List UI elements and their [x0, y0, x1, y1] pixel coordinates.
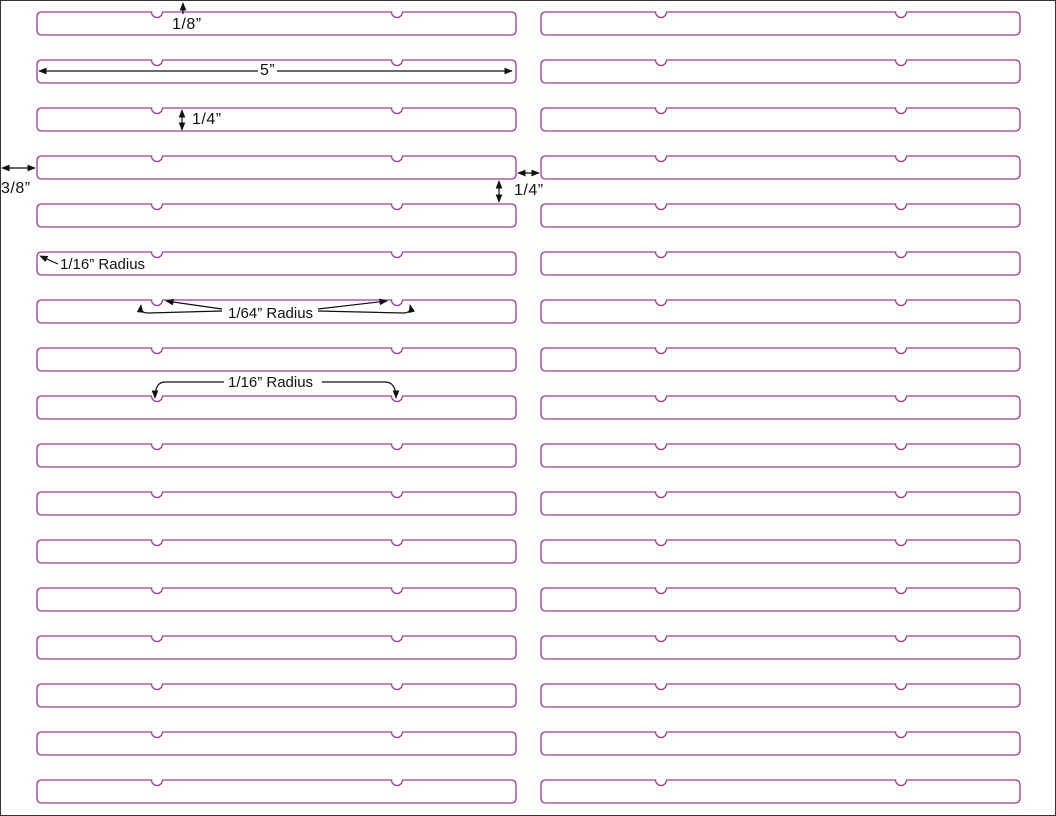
corner-radius-label: 1/16” Radius	[60, 256, 146, 273]
label-r14-c1	[37, 636, 516, 659]
side-margin-label: 3/8”	[1, 180, 31, 197]
notch-corner-bracket-right	[318, 305, 410, 313]
label-r12-c1	[37, 540, 516, 563]
label-r3-c2	[541, 108, 1020, 131]
notch-radius-label: 1/16” Radius	[228, 374, 314, 391]
notch-corner-bracket-left	[141, 305, 222, 313]
label-r16-c2	[541, 732, 1020, 755]
label-r16-c1	[37, 732, 516, 755]
label-r7-c2	[541, 300, 1020, 323]
label-height-label: 1/4”	[192, 111, 222, 128]
notch-corner-arrow-left	[166, 301, 222, 309]
label-r2-c2	[541, 60, 1020, 83]
label-r11-c2	[541, 492, 1020, 515]
label-r5-c2	[541, 204, 1020, 227]
label-r6-c2	[541, 252, 1020, 275]
label-r3-c1	[37, 108, 516, 131]
label-r15-c2	[541, 684, 1020, 707]
notch-corner-arrow-right	[318, 301, 387, 309]
label-r10-c1	[37, 444, 516, 467]
label-r12-c2	[541, 540, 1020, 563]
label-grid	[37, 12, 1020, 803]
sheet-border	[1, 1, 1056, 816]
label-r8-c2	[541, 348, 1020, 371]
label-r4-c1	[37, 156, 516, 179]
notch-corner-radius-label: 1/64” Radius	[228, 305, 314, 322]
label-r17-c2	[541, 780, 1020, 803]
label-r15-c1	[37, 684, 516, 707]
corner-radius-arrow	[40, 256, 58, 264]
label-r1-c1	[37, 12, 516, 35]
label-r8-c1	[37, 348, 516, 371]
label-r9-c1	[37, 396, 516, 419]
label-r5-c1	[37, 204, 516, 227]
top-margin-label: 1/8”	[172, 16, 202, 33]
label-width-label: 5”	[260, 62, 276, 79]
label-r9-c2	[541, 396, 1020, 419]
label-r11-c1	[37, 492, 516, 515]
label-r4-c2	[541, 156, 1020, 179]
label-r1-c2	[541, 12, 1020, 35]
column-gap-label: 1/4”	[514, 182, 544, 199]
label-r13-c1	[37, 588, 516, 611]
label-r10-c2	[541, 444, 1020, 467]
label-r14-c2	[541, 636, 1020, 659]
label-r17-c1	[37, 780, 516, 803]
label-r13-c2	[541, 588, 1020, 611]
